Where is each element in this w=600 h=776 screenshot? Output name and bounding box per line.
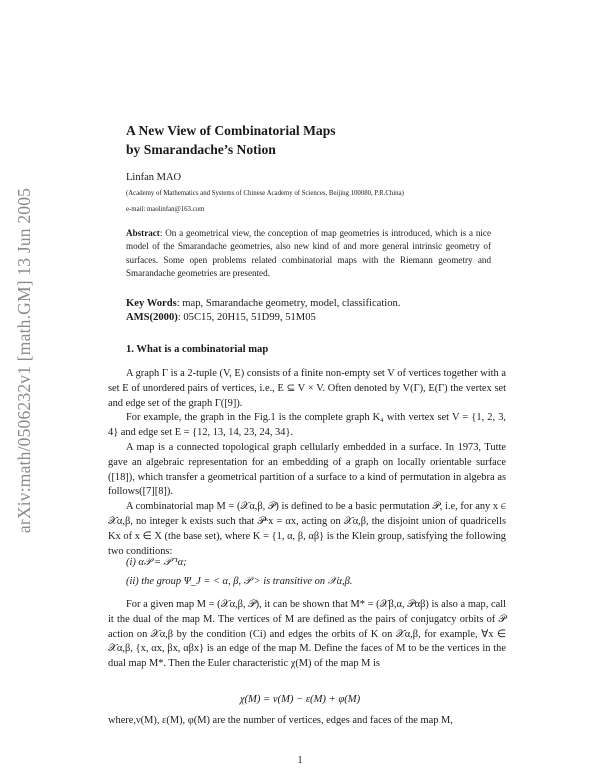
ams-label: AMS(2000) <box>126 312 178 323</box>
paragraph-map-definition: A map is a connected topological graph cellularly embedded in a surface. In 1973, Tutte gave an algebraic representation for an embedding of a graph on locally orientable surface ([18]), which transfer a geometrical partition of a surface to a kind of permutation in algebra as follows([7][8]). <box>108 441 506 498</box>
abstract-block <box>126 227 491 280</box>
euler-equation: χ(M) = ν(M) − ε(M) + φ(M) <box>239 694 361 705</box>
author-name: Linfan MAO <box>126 172 182 183</box>
keywords-text: : map, Smarandache geometry, model, classification. <box>176 298 401 309</box>
paper-title <box>126 121 486 159</box>
ams-line <box>126 312 316 323</box>
section-body-bottom <box>108 598 506 672</box>
keywords-label: Key Words <box>126 298 177 309</box>
paragraph-combinatorial-map: A combinatorial map M = (𝒳α,β, 𝒫) is defined to be a basic permutation 𝒫, i.e, for any x ∈ 𝒳α,β, no integer k exists such that 𝒫ᵏx = αx, acting on 𝒳α,β, the disjoint union of quadricells Kx of x ∈ X (the base set), where K = {1, α, β, αβ} is the Klein group, satisfying the following two conditions: <box>108 501 506 557</box>
page-number: 1 <box>297 755 303 766</box>
title-line-1: A New View of Combinatorial Maps <box>126 123 336 138</box>
paragraph-complete-graph-example: For example, the graph in the Fig.1 is the complete graph K₄ with vertex set V = {1, 2, 3, 4} and edge set E = {12, 13, 14, 23, 24, 34}. <box>108 412 506 439</box>
paragraph-euler-definition: where,ν(M), ε(M), φ(M) are the number of vertices, edges and faces of the map M, <box>108 715 453 726</box>
condition-2: (ii) the group Ψ_J = < α, β, 𝒫 > is transitive on 𝒳α,β. <box>126 576 353 587</box>
arxiv-id-text: arXiv:math/0506232v1 [math.GM] 13 Jun 2005 <box>14 187 35 533</box>
section-body-end <box>108 714 506 729</box>
author-affiliation: (Academy of Mathematics and Systems of Chinese Academy of Sciences, Beijing 100080, P.R.China) <box>126 190 404 197</box>
title-line-2: by Smarandache’s Notion <box>126 142 276 157</box>
abstract-text: : On a geometrical view, the conception of map geometries is introduced, which is a nice model of the Smarandache geometries, also new kind of and more general intrinsic geometry of surfaces. Some open problems related combinatorial maps with the Riemann geometry and Smarandache geometries are presented. <box>126 228 491 278</box>
condition-1: (i) α𝒫 = 𝒫⁻¹α; <box>126 557 187 568</box>
paragraph-graph-definition: A graph Γ is a 2-tuple (V, E) consists of a finite non-empty set V of vertices together with a set E of unordered pairs of vertices, i.e., E ⊆ V × V. Often denoted by V(Γ), E(Γ) the vertex set and edge set of the graph Γ([9]). <box>108 368 506 409</box>
keywords-line <box>126 298 401 309</box>
paragraph-dual-map: For a given map M = (𝒳α,β, 𝒫), it can be shown that M* = (𝒳β,α, 𝒫αβ) is also a map, call it the dual of the map M. The vertices of M are defined as the pairs of conjugatcy orbits of 𝒫 action on 𝒳α,β by the condition (Ci) and edges the orbits of K on 𝒳α,β, for example, ∀x ∈ 𝒳α,β, {x, αx, βx, αβx} is an edge of the map M. Define the faces of M to be the vertices in the dual map M*. Then the Euler characteristic χ(M) of the map M is <box>108 599 506 670</box>
ams-text: : 05C15, 20H15, 51D99, 51M05 <box>177 312 316 323</box>
arxiv-sidebar-stamp <box>8 160 42 560</box>
section-body-top <box>108 367 506 559</box>
author-email: e-mail: maolinfan@163.com <box>126 206 205 213</box>
abstract-label: Abstract <box>126 228 160 238</box>
section-heading: 1. What is a combinatorial map <box>126 344 269 355</box>
